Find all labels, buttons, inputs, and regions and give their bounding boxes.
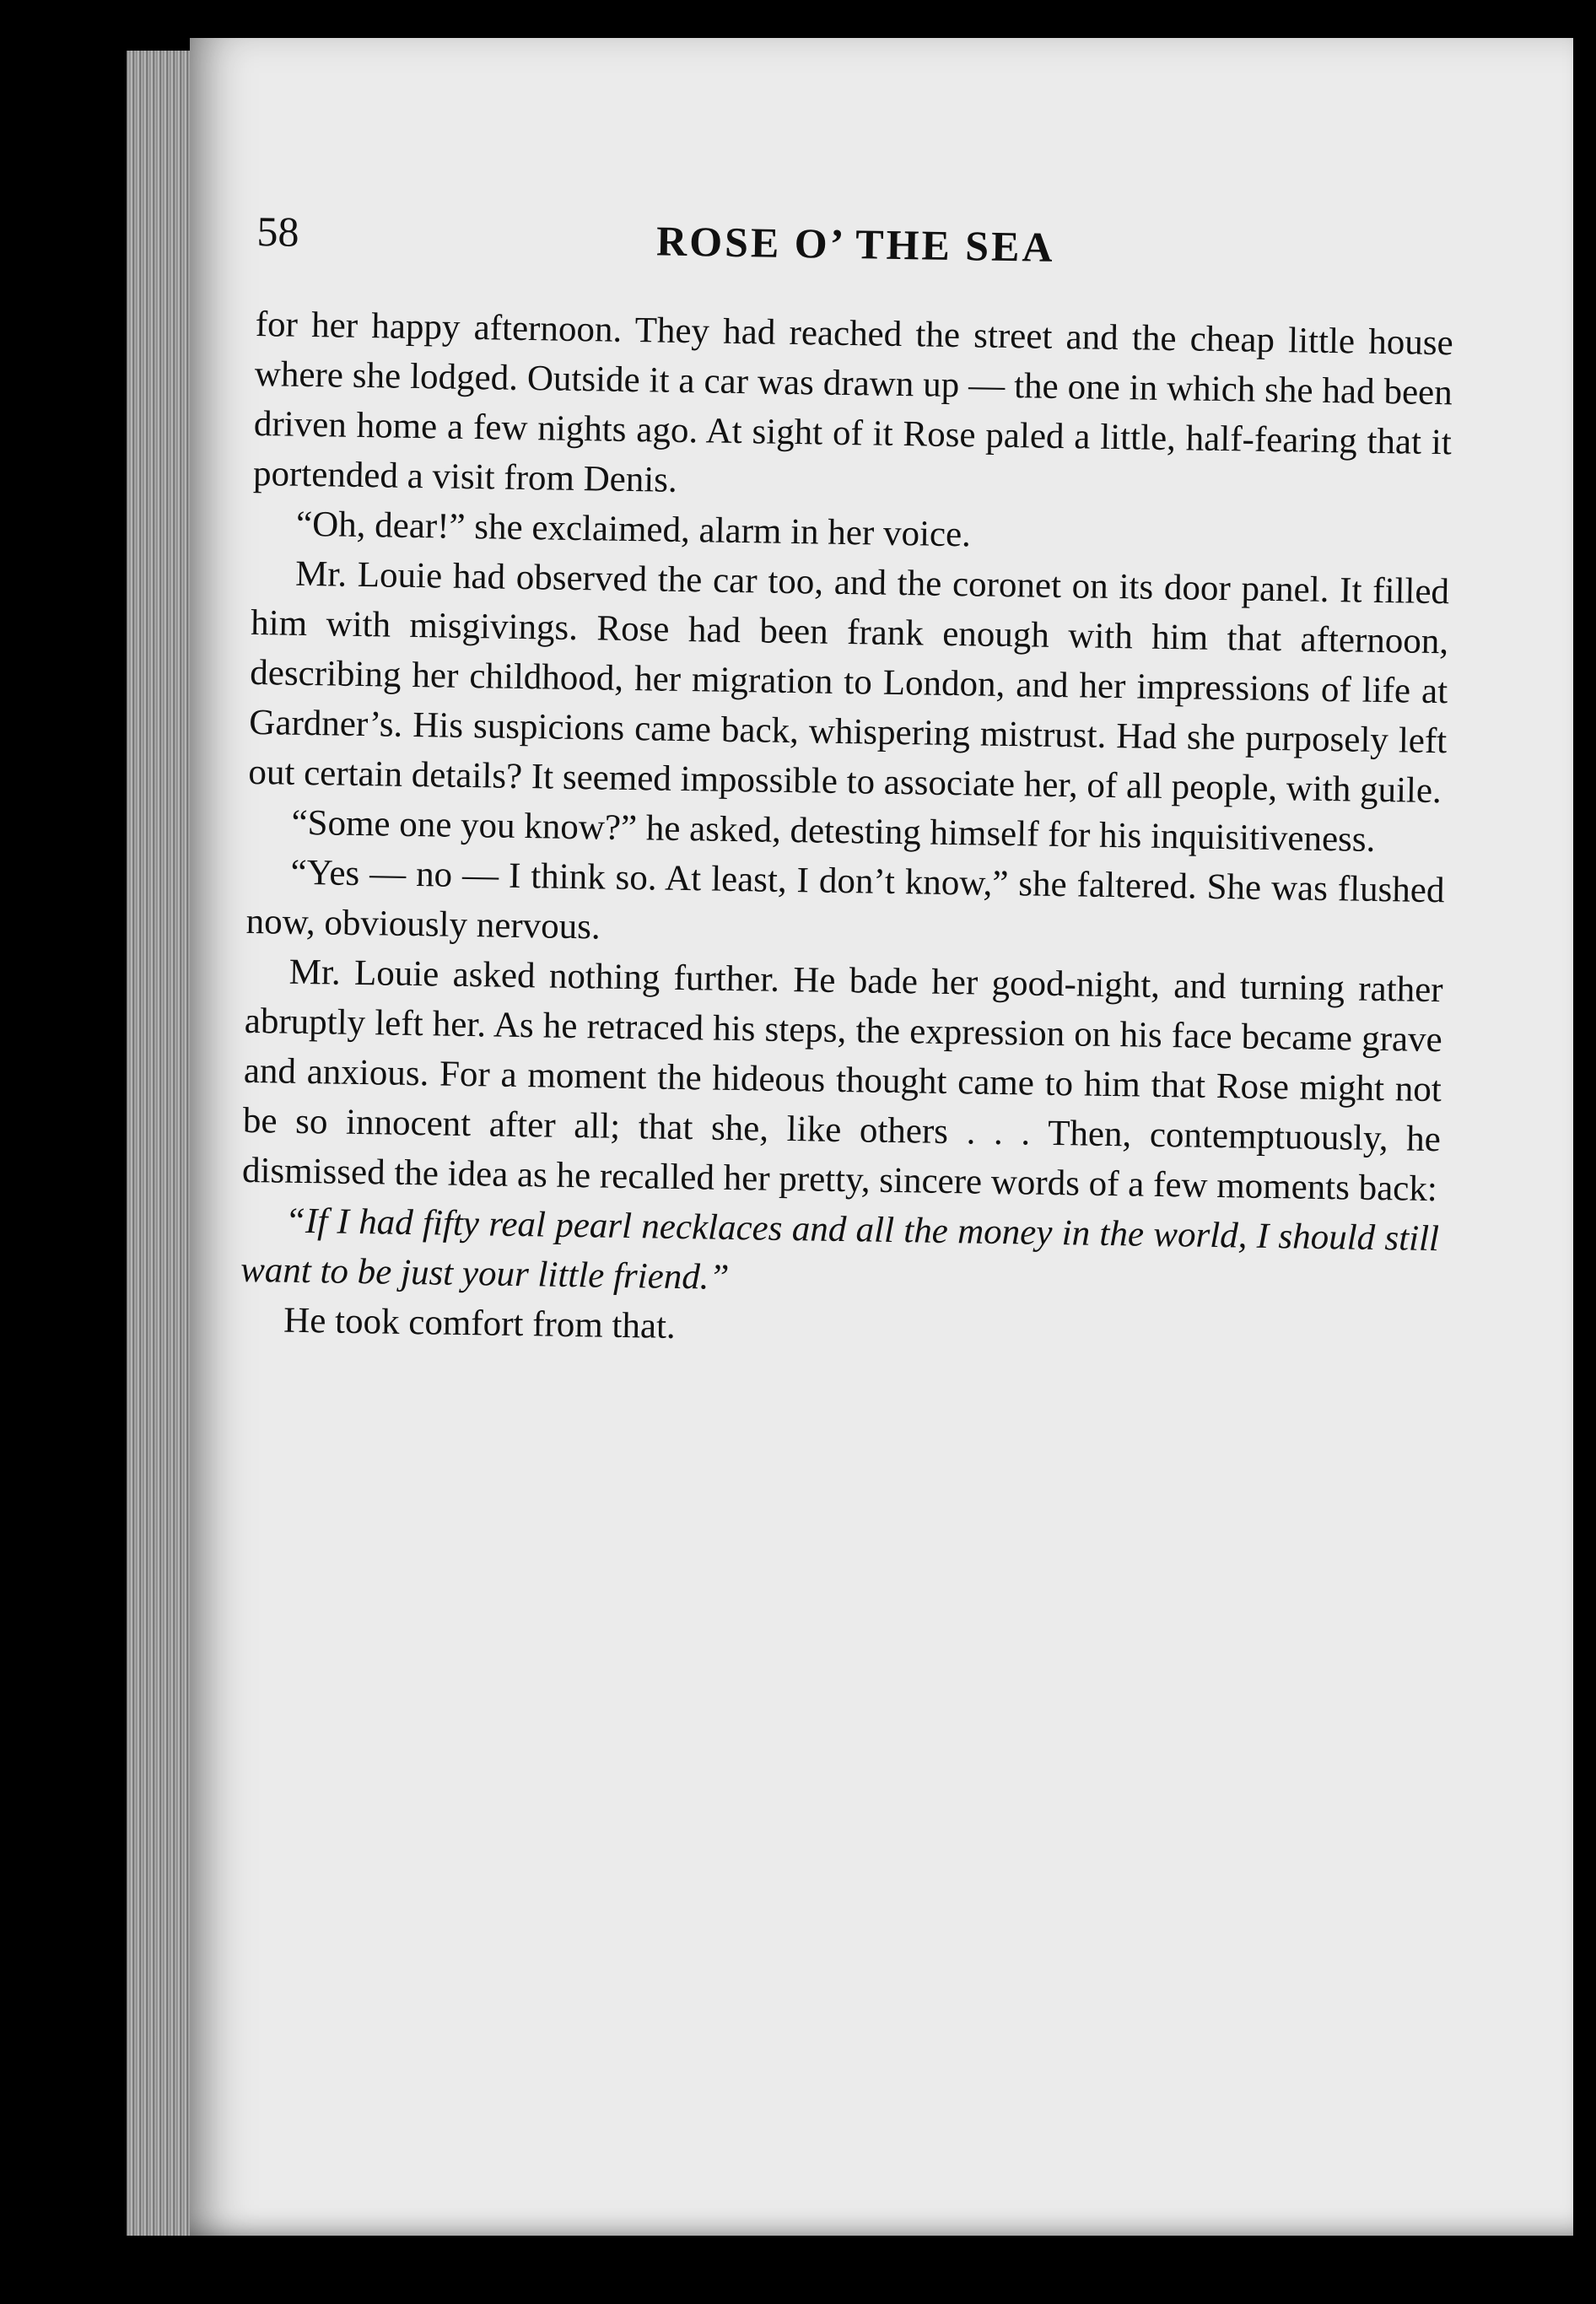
paragraph: for her happy afternoon. They had reached the street and the cheap little house where she lodged. Outside it a car was drawn up — the one in which she had been driven home a few nights ago. At sight of it Rose paled a little, half-fearing that it portended a visit from Denis. bbox=[252, 304, 1454, 500]
paragraph: “Oh, dear!” she exclaimed, alarm in her voice. bbox=[295, 504, 972, 555]
paragraph: Mr. Louie had observed the car too, and the coronet on its door panel. It filled him with misgivings. Rose had been frank enough with him that afternoon, describing her childhood, her migration to London, and her impressions of life at Gardner’s. His suspicions came back, whispering mistrust. Had she purposely left out certain details? It seemed impossible to associate her, of all people, with guile. bbox=[248, 553, 1450, 812]
quoted-paragraph: “If I had fifty real pearl necklaces and all the money in the world, I should still want to be just your little friend.” bbox=[240, 1201, 1440, 1298]
paragraph: Mr. Louie asked nothing further. He bade her good-night, and turning rather abruptly left her. As he retraced his steps, the expression on his face became grave and anxious. For a moment the hideous thought came to him that Rose might not be so innocent after all; that she, like others . . . Then, contemptuously, he dismissed the idea as he recalled her pretty, sincere words of a few moments back: bbox=[241, 952, 1443, 1210]
text-block bbox=[240, 207, 1455, 1363]
paragraph: “Some one you know?” he asked, detesting himself for his inquisitiveness. bbox=[291, 802, 1376, 860]
paragraph: “Yes — no — I think so. At least, I don’t know,” she faltered. She was flushed now, obviously nervous. bbox=[245, 852, 1445, 947]
page-number: 58 bbox=[256, 207, 299, 256]
running-head: ROSE O’ THE SEA bbox=[655, 217, 1056, 271]
paragraph: He took comfort from that. bbox=[283, 1300, 677, 1346]
